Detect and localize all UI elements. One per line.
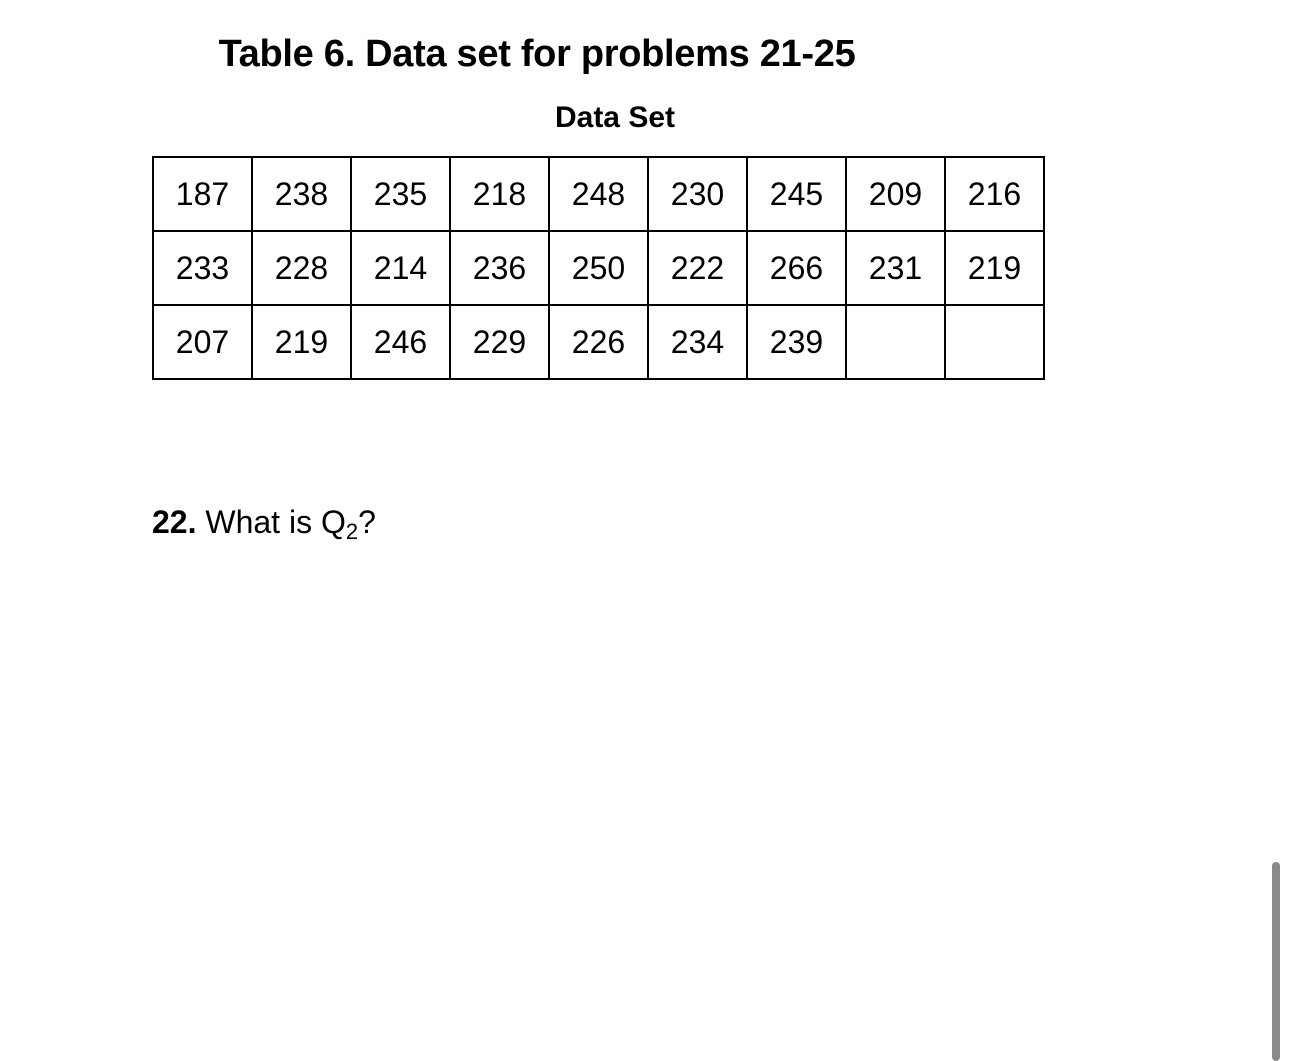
table-cell: 219 <box>945 231 1044 305</box>
question-text-end: ? <box>358 504 376 540</box>
table-cell: 209 <box>846 157 945 231</box>
table-cell: 222 <box>648 231 747 305</box>
table-cell: 233 <box>153 231 252 305</box>
table-cell: 238 <box>252 157 351 231</box>
question-number: 22. <box>152 504 197 540</box>
question-subscript: 2 <box>345 519 359 544</box>
data-set-table-body <box>153 157 1044 379</box>
table-row <box>153 305 1044 379</box>
table-cell: 230 <box>648 157 747 231</box>
data-set-table <box>152 156 1045 380</box>
question-22 <box>152 500 376 544</box>
table-cell: 246 <box>351 305 450 379</box>
table-cell: 219 <box>252 305 351 379</box>
table-cell: 248 <box>549 157 648 231</box>
table-cell: 234 <box>648 305 747 379</box>
table-cell: 239 <box>747 305 846 379</box>
table-cell: 235 <box>351 157 450 231</box>
table-cell: 236 <box>450 231 549 305</box>
table-cell: 250 <box>549 231 648 305</box>
question-text: What is Q <box>196 504 346 540</box>
page-title: Table 6. Data set for problems 21-25 <box>218 33 856 75</box>
table-caption: Data Set <box>554 101 676 134</box>
vertical-scrollbar-thumb[interactable] <box>1272 862 1280 1061</box>
table-row <box>153 231 1044 305</box>
table-cell: 187 <box>153 157 252 231</box>
table-cell <box>945 305 1044 379</box>
table-cell: 214 <box>351 231 450 305</box>
table-cell: 229 <box>450 305 549 379</box>
table-cell: 266 <box>747 231 846 305</box>
table-cell: 218 <box>450 157 549 231</box>
table-cell: 231 <box>846 231 945 305</box>
table-row <box>153 157 1044 231</box>
table-cell: 226 <box>549 305 648 379</box>
table-cell: 245 <box>747 157 846 231</box>
table-cell: 228 <box>252 231 351 305</box>
table-cell: 216 <box>945 157 1044 231</box>
table-cell: 207 <box>153 305 252 379</box>
table-cell <box>846 305 945 379</box>
